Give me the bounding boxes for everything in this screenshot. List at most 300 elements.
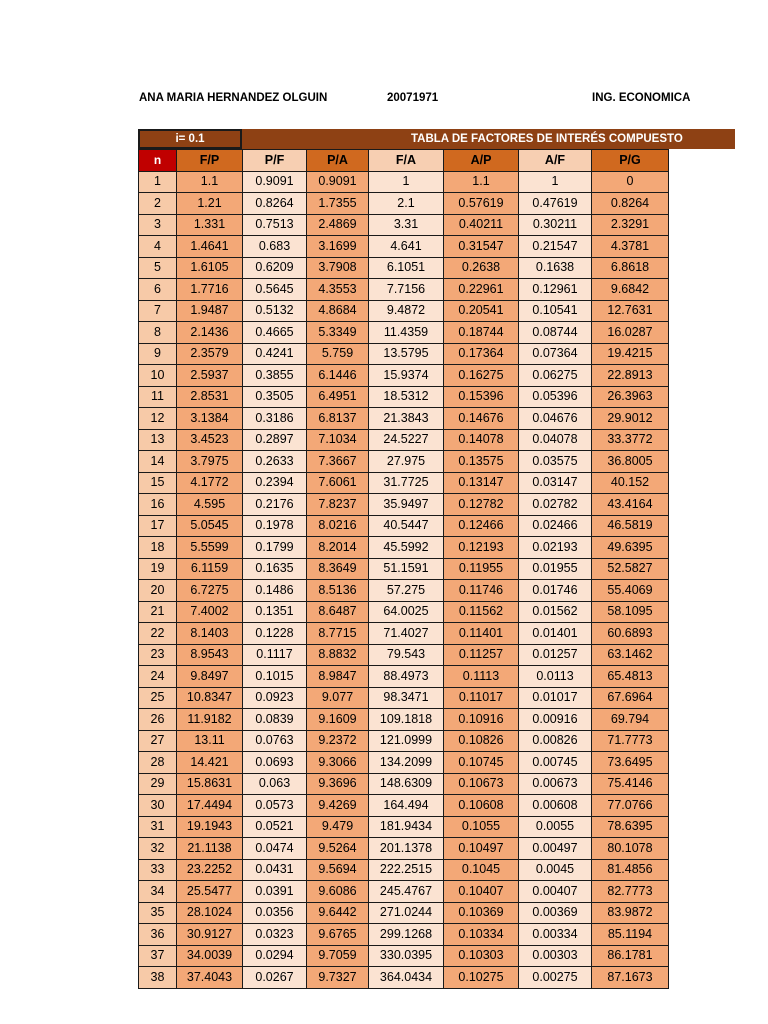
cell-n: 8 xyxy=(139,322,177,344)
cell-fp: 9.8497 xyxy=(177,666,243,688)
cell-n: 35 xyxy=(139,902,177,924)
cell-af: 0.01017 xyxy=(519,687,592,709)
column-header-pa: P/A xyxy=(307,150,369,172)
cell-pa: 9.3696 xyxy=(307,773,369,795)
cell-pa: 9.6765 xyxy=(307,924,369,946)
cell-fp: 1.6105 xyxy=(177,257,243,279)
cell-af: 1 xyxy=(519,171,592,193)
student-id: 20071971 xyxy=(387,92,439,104)
cell-fp: 4.1772 xyxy=(177,472,243,494)
table-row xyxy=(139,816,669,838)
cell-fp: 19.1943 xyxy=(177,816,243,838)
cell-af: 0.08744 xyxy=(519,322,592,344)
cell-pf: 0.0521 xyxy=(243,816,307,838)
cell-ap: 0.14676 xyxy=(444,408,519,430)
cell-ap: 0.10826 xyxy=(444,730,519,752)
cell-af: 0.00826 xyxy=(519,730,592,752)
cell-fp: 15.8631 xyxy=(177,773,243,795)
cell-pg: 16.0287 xyxy=(592,322,669,344)
cell-pa: 6.8137 xyxy=(307,408,369,430)
cell-n: 16 xyxy=(139,494,177,516)
column-header-ap: A/P xyxy=(444,150,519,172)
cell-fa: 271.0244 xyxy=(369,902,444,924)
cell-af: 0.00334 xyxy=(519,924,592,946)
cell-pf: 0.0431 xyxy=(243,859,307,881)
cell-ap: 0.10334 xyxy=(444,924,519,946)
table-row xyxy=(139,429,669,451)
cell-ap: 0.11955 xyxy=(444,558,519,580)
cell-pa: 8.3649 xyxy=(307,558,369,580)
cell-pg: 77.0766 xyxy=(592,795,669,817)
cell-n: 12 xyxy=(139,408,177,430)
cell-pa: 8.8832 xyxy=(307,644,369,666)
cell-af: 0.1638 xyxy=(519,257,592,279)
cell-pa: 8.6487 xyxy=(307,601,369,623)
cell-fp: 3.4523 xyxy=(177,429,243,451)
cell-ap: 0.12193 xyxy=(444,537,519,559)
cell-fp: 1.9487 xyxy=(177,300,243,322)
cell-pf: 0.3855 xyxy=(243,365,307,387)
cell-n: 28 xyxy=(139,752,177,774)
cell-fa: 79.543 xyxy=(369,644,444,666)
cell-af: 0.06275 xyxy=(519,365,592,387)
cell-fp: 23.2252 xyxy=(177,859,243,881)
cell-fa: 1 xyxy=(369,171,444,193)
cell-pf: 0.0474 xyxy=(243,838,307,860)
cell-af: 0.00916 xyxy=(519,709,592,731)
cell-pa: 9.479 xyxy=(307,816,369,838)
cell-pg: 75.4146 xyxy=(592,773,669,795)
cell-pa: 3.7908 xyxy=(307,257,369,279)
table-row xyxy=(139,945,669,967)
cell-pa: 7.6061 xyxy=(307,472,369,494)
cell-ap: 0.12466 xyxy=(444,515,519,537)
column-header-af: A/F xyxy=(519,150,592,172)
cell-pa: 4.3553 xyxy=(307,279,369,301)
cell-ap: 0.10745 xyxy=(444,752,519,774)
cell-pa: 1.7355 xyxy=(307,193,369,215)
cell-pg: 0 xyxy=(592,171,669,193)
cell-fp: 3.7975 xyxy=(177,451,243,473)
cell-ap: 0.40211 xyxy=(444,214,519,236)
cell-n: 14 xyxy=(139,451,177,473)
cell-fa: 201.1378 xyxy=(369,838,444,860)
cell-fa: 330.0395 xyxy=(369,945,444,967)
cell-pa: 8.7715 xyxy=(307,623,369,645)
cell-n: 22 xyxy=(139,623,177,645)
cell-ap: 0.11017 xyxy=(444,687,519,709)
cell-pf: 0.0294 xyxy=(243,945,307,967)
cell-n: 6 xyxy=(139,279,177,301)
table-row xyxy=(139,580,669,602)
table-row xyxy=(139,687,669,709)
cell-fa: 40.5447 xyxy=(369,515,444,537)
cell-ap: 0.31547 xyxy=(444,236,519,258)
cell-fp: 6.1159 xyxy=(177,558,243,580)
cell-af: 0.00608 xyxy=(519,795,592,817)
cell-n: 31 xyxy=(139,816,177,838)
cell-pg: 6.8618 xyxy=(592,257,669,279)
cell-fa: 164.494 xyxy=(369,795,444,817)
table-row xyxy=(139,795,669,817)
table-row xyxy=(139,515,669,537)
cell-pg: 78.6395 xyxy=(592,816,669,838)
cell-fa: 3.31 xyxy=(369,214,444,236)
cell-pg: 43.4164 xyxy=(592,494,669,516)
cell-n: 7 xyxy=(139,300,177,322)
cell-pf: 0.0323 xyxy=(243,924,307,946)
cell-ap: 0.12782 xyxy=(444,494,519,516)
cell-ap: 0.10497 xyxy=(444,838,519,860)
cell-pa: 4.8684 xyxy=(307,300,369,322)
cell-n: 24 xyxy=(139,666,177,688)
cell-pa: 9.3066 xyxy=(307,752,369,774)
cell-pf: 0.063 xyxy=(243,773,307,795)
cell-fa: 299.1268 xyxy=(369,924,444,946)
cell-fa: 148.6309 xyxy=(369,773,444,795)
cell-n: 27 xyxy=(139,730,177,752)
table-row xyxy=(139,537,669,559)
cell-pa: 9.7327 xyxy=(307,967,369,989)
cell-fp: 30.9127 xyxy=(177,924,243,946)
cell-fa: 45.5992 xyxy=(369,537,444,559)
cell-fp: 25.5477 xyxy=(177,881,243,903)
cell-fp: 17.4494 xyxy=(177,795,243,817)
cell-n: 4 xyxy=(139,236,177,258)
cell-fp: 5.5599 xyxy=(177,537,243,559)
table-row xyxy=(139,838,669,860)
table-row xyxy=(139,967,669,989)
cell-fa: 51.1591 xyxy=(369,558,444,580)
cell-pf: 0.0573 xyxy=(243,795,307,817)
cell-pf: 0.0763 xyxy=(243,730,307,752)
cell-pg: 26.3963 xyxy=(592,386,669,408)
table-row xyxy=(139,709,669,731)
cell-af: 0.01562 xyxy=(519,601,592,623)
cell-af: 0.00407 xyxy=(519,881,592,903)
cell-fp: 34.0039 xyxy=(177,945,243,967)
cell-n: 11 xyxy=(139,386,177,408)
cell-pg: 49.6395 xyxy=(592,537,669,559)
cell-pf: 0.7513 xyxy=(243,214,307,236)
cell-fp: 11.9182 xyxy=(177,709,243,731)
cell-pg: 83.9872 xyxy=(592,902,669,924)
cell-fp: 10.8347 xyxy=(177,687,243,709)
cell-pg: 63.1462 xyxy=(592,644,669,666)
cell-af: 0.02466 xyxy=(519,515,592,537)
cell-pa: 9.7059 xyxy=(307,945,369,967)
cell-fp: 14.421 xyxy=(177,752,243,774)
cell-n: 9 xyxy=(139,343,177,365)
cell-fp: 7.4002 xyxy=(177,601,243,623)
cell-pa: 7.3667 xyxy=(307,451,369,473)
cell-pg: 58.1095 xyxy=(592,601,669,623)
column-header-n: n xyxy=(139,150,177,172)
cell-ap: 0.10673 xyxy=(444,773,519,795)
table-header-row xyxy=(139,150,669,172)
cell-fp: 2.1436 xyxy=(177,322,243,344)
cell-pg: 9.6842 xyxy=(592,279,669,301)
cell-af: 0.02782 xyxy=(519,494,592,516)
table-row xyxy=(139,902,669,924)
cell-af: 0.30211 xyxy=(519,214,592,236)
table-row xyxy=(139,365,669,387)
cell-pf: 0.2394 xyxy=(243,472,307,494)
cell-af: 0.00303 xyxy=(519,945,592,967)
cell-fa: 57.275 xyxy=(369,580,444,602)
cell-pf: 0.1486 xyxy=(243,580,307,602)
cell-n: 19 xyxy=(139,558,177,580)
cell-pf: 0.0267 xyxy=(243,967,307,989)
cell-fa: 245.4767 xyxy=(369,881,444,903)
cell-fp: 2.3579 xyxy=(177,343,243,365)
cell-af: 0.0045 xyxy=(519,859,592,881)
cell-pf: 0.1117 xyxy=(243,644,307,666)
cell-fa: 2.1 xyxy=(369,193,444,215)
author-name: ANA MARIA HERNANDEZ OLGUIN xyxy=(139,92,328,104)
cell-pg: 40.152 xyxy=(592,472,669,494)
cell-af: 0.03575 xyxy=(519,451,592,473)
cell-fp: 1.7716 xyxy=(177,279,243,301)
cell-pa: 3.1699 xyxy=(307,236,369,258)
cell-pg: 87.1673 xyxy=(592,967,669,989)
cell-pg: 46.5819 xyxy=(592,515,669,537)
cell-ap: 0.10608 xyxy=(444,795,519,817)
cell-af: 0.0055 xyxy=(519,816,592,838)
table-row xyxy=(139,343,669,365)
table-row xyxy=(139,730,669,752)
cell-pg: 0.8264 xyxy=(592,193,669,215)
cell-n: 34 xyxy=(139,881,177,903)
cell-fp: 21.1138 xyxy=(177,838,243,860)
table-row xyxy=(139,408,669,430)
cell-ap: 0.20541 xyxy=(444,300,519,322)
cell-fa: 15.9374 xyxy=(369,365,444,387)
cell-fp: 8.9543 xyxy=(177,644,243,666)
cell-pf: 0.3505 xyxy=(243,386,307,408)
cell-pg: 69.794 xyxy=(592,709,669,731)
cell-n: 36 xyxy=(139,924,177,946)
cell-pf: 0.6209 xyxy=(243,257,307,279)
cell-pf: 0.3186 xyxy=(243,408,307,430)
interest-factors-table xyxy=(138,149,669,989)
cell-pg: 73.6495 xyxy=(592,752,669,774)
cell-n: 30 xyxy=(139,795,177,817)
cell-pf: 0.1635 xyxy=(243,558,307,580)
cell-ap: 0.2638 xyxy=(444,257,519,279)
table-row xyxy=(139,623,669,645)
table-row xyxy=(139,558,669,580)
cell-n: 21 xyxy=(139,601,177,623)
cell-n: 3 xyxy=(139,214,177,236)
cell-pa: 9.5264 xyxy=(307,838,369,860)
cell-pf: 0.0391 xyxy=(243,881,307,903)
cell-ap: 0.10275 xyxy=(444,967,519,989)
cell-pg: 81.4856 xyxy=(592,859,669,881)
cell-n: 25 xyxy=(139,687,177,709)
cell-pg: 71.7773 xyxy=(592,730,669,752)
cell-pa: 7.8237 xyxy=(307,494,369,516)
cell-af: 0.0113 xyxy=(519,666,592,688)
cell-pf: 0.9091 xyxy=(243,171,307,193)
table-title: TABLA DE FACTORES DE INTERÉS COMPUESTO xyxy=(242,129,735,149)
cell-pf: 0.0356 xyxy=(243,902,307,924)
cell-fa: 4.641 xyxy=(369,236,444,258)
cell-af: 0.03147 xyxy=(519,472,592,494)
table-row xyxy=(139,214,669,236)
cell-fa: 134.2099 xyxy=(369,752,444,774)
cell-ap: 0.11257 xyxy=(444,644,519,666)
cell-pg: 12.7631 xyxy=(592,300,669,322)
cell-pa: 6.1446 xyxy=(307,365,369,387)
cell-af: 0.10541 xyxy=(519,300,592,322)
cell-fa: 24.5227 xyxy=(369,429,444,451)
cell-pf: 0.1799 xyxy=(243,537,307,559)
cell-n: 18 xyxy=(139,537,177,559)
column-header-pf: P/F xyxy=(243,150,307,172)
cell-af: 0.01401 xyxy=(519,623,592,645)
cell-pa: 5.759 xyxy=(307,343,369,365)
cell-pf: 0.5132 xyxy=(243,300,307,322)
cell-fa: 71.4027 xyxy=(369,623,444,645)
table-row xyxy=(139,924,669,946)
cell-n: 26 xyxy=(139,709,177,731)
cell-ap: 1.1 xyxy=(444,171,519,193)
cell-pf: 0.0839 xyxy=(243,709,307,731)
cell-fp: 8.1403 xyxy=(177,623,243,645)
cell-pa: 9.6442 xyxy=(307,902,369,924)
cell-pa: 0.9091 xyxy=(307,171,369,193)
cell-pa: 9.4269 xyxy=(307,795,369,817)
cell-ap: 0.18744 xyxy=(444,322,519,344)
cell-fa: 364.0434 xyxy=(369,967,444,989)
cell-fp: 2.8531 xyxy=(177,386,243,408)
cell-fp: 6.7275 xyxy=(177,580,243,602)
cell-pf: 0.4241 xyxy=(243,343,307,365)
cell-pa: 7.1034 xyxy=(307,429,369,451)
cell-pg: 29.9012 xyxy=(592,408,669,430)
cell-n: 29 xyxy=(139,773,177,795)
cell-pg: 36.8005 xyxy=(592,451,669,473)
table-row xyxy=(139,773,669,795)
cell-af: 0.07364 xyxy=(519,343,592,365)
table-row xyxy=(139,300,669,322)
cell-pa: 8.5136 xyxy=(307,580,369,602)
cell-n: 32 xyxy=(139,838,177,860)
cell-fp: 37.4043 xyxy=(177,967,243,989)
cell-ap: 0.17364 xyxy=(444,343,519,365)
cell-pf: 0.1228 xyxy=(243,623,307,645)
cell-fp: 1.4641 xyxy=(177,236,243,258)
cell-pg: 86.1781 xyxy=(592,945,669,967)
cell-af: 0.00673 xyxy=(519,773,592,795)
cell-pg: 85.1194 xyxy=(592,924,669,946)
cell-fa: 7.7156 xyxy=(369,279,444,301)
cell-pf: 0.1351 xyxy=(243,601,307,623)
table-row xyxy=(139,666,669,688)
cell-n: 37 xyxy=(139,945,177,967)
cell-pf: 0.0923 xyxy=(243,687,307,709)
cell-n: 23 xyxy=(139,644,177,666)
cell-pa: 9.2372 xyxy=(307,730,369,752)
cell-af: 0.04676 xyxy=(519,408,592,430)
cell-pa: 2.4869 xyxy=(307,214,369,236)
cell-pf: 0.5645 xyxy=(243,279,307,301)
cell-fa: 18.5312 xyxy=(369,386,444,408)
cell-af: 0.00497 xyxy=(519,838,592,860)
cell-ap: 0.22961 xyxy=(444,279,519,301)
cell-fa: 11.4359 xyxy=(369,322,444,344)
cell-af: 0.00369 xyxy=(519,902,592,924)
cell-fa: 98.3471 xyxy=(369,687,444,709)
cell-fa: 35.9497 xyxy=(369,494,444,516)
cell-af: 0.00275 xyxy=(519,967,592,989)
cell-pf: 0.1978 xyxy=(243,515,307,537)
table-row xyxy=(139,322,669,344)
cell-fa: 109.1818 xyxy=(369,709,444,731)
cell-fp: 13.11 xyxy=(177,730,243,752)
cell-pf: 0.2897 xyxy=(243,429,307,451)
cell-af: 0.47619 xyxy=(519,193,592,215)
cell-n: 10 xyxy=(139,365,177,387)
cell-pg: 65.4813 xyxy=(592,666,669,688)
cell-ap: 0.10369 xyxy=(444,902,519,924)
table-row xyxy=(139,451,669,473)
column-header-fp: F/P xyxy=(177,150,243,172)
cell-pg: 80.1078 xyxy=(592,838,669,860)
table-row xyxy=(139,494,669,516)
cell-pf: 0.8264 xyxy=(243,193,307,215)
cell-fp: 1.21 xyxy=(177,193,243,215)
cell-fa: 31.7725 xyxy=(369,472,444,494)
interest-rate-label: i= 0.1 xyxy=(138,129,242,149)
cell-ap: 0.13575 xyxy=(444,451,519,473)
cell-pg: 33.3772 xyxy=(592,429,669,451)
cell-ap: 0.57619 xyxy=(444,193,519,215)
cell-pg: 19.4215 xyxy=(592,343,669,365)
cell-pa: 6.4951 xyxy=(307,386,369,408)
table-row xyxy=(139,601,669,623)
cell-af: 0.12961 xyxy=(519,279,592,301)
table-row xyxy=(139,472,669,494)
cell-n: 38 xyxy=(139,967,177,989)
cell-ap: 0.15396 xyxy=(444,386,519,408)
cell-pf: 0.0693 xyxy=(243,752,307,774)
cell-fa: 6.1051 xyxy=(369,257,444,279)
cell-fa: 9.4872 xyxy=(369,300,444,322)
cell-ap: 0.10916 xyxy=(444,709,519,731)
cell-fp: 1.331 xyxy=(177,214,243,236)
cell-pa: 9.1609 xyxy=(307,709,369,731)
cell-fp: 3.1384 xyxy=(177,408,243,430)
cell-pg: 82.7773 xyxy=(592,881,669,903)
cell-fp: 4.595 xyxy=(177,494,243,516)
cell-ap: 0.11401 xyxy=(444,623,519,645)
cell-fa: 13.5795 xyxy=(369,343,444,365)
cell-pa: 8.9847 xyxy=(307,666,369,688)
cell-pg: 55.4069 xyxy=(592,580,669,602)
cell-n: 2 xyxy=(139,193,177,215)
cell-pg: 67.6964 xyxy=(592,687,669,709)
cell-ap: 0.10407 xyxy=(444,881,519,903)
table-row xyxy=(139,236,669,258)
table-row xyxy=(139,752,669,774)
table-row xyxy=(139,386,669,408)
cell-af: 0.04078 xyxy=(519,429,592,451)
cell-pa: 5.3349 xyxy=(307,322,369,344)
cell-pa: 8.0216 xyxy=(307,515,369,537)
cell-pg: 22.8913 xyxy=(592,365,669,387)
